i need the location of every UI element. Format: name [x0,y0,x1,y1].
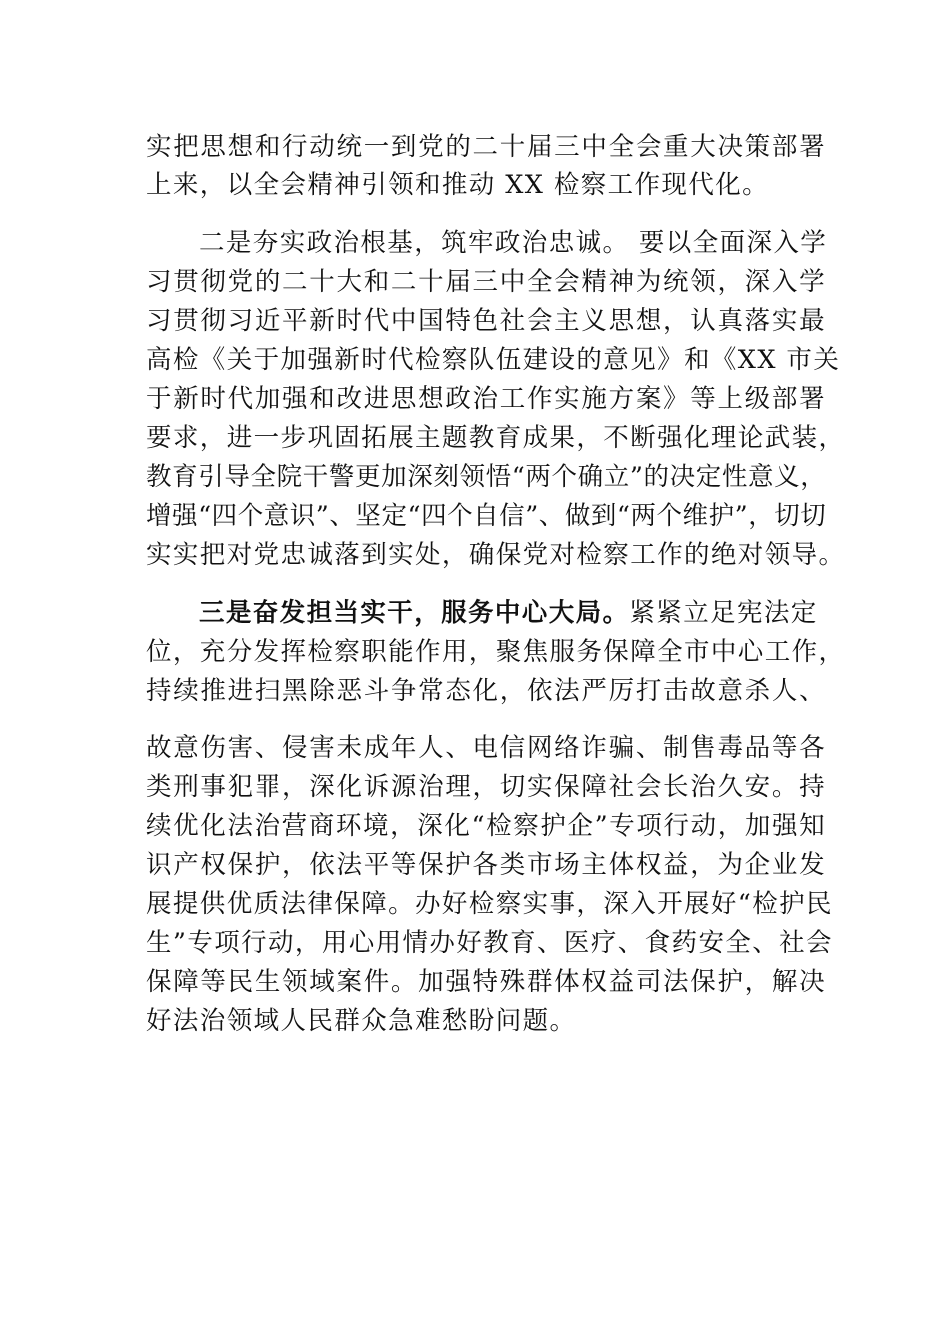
paragraph-3-line-5: 类刑事犯罪，深化诉源治理，切实保障社会长治久安。持 [146,772,826,802]
paragraph-2-line-7: 教育引导全院干警更加深刻领悟“两个确立”的决定性意义， [146,462,826,492]
paragraph-2-line-1 [199,223,826,263]
paragraph-3-heading: 三是奋发担当实干，服务中心大局。 [199,598,630,628]
paragraph-2-line-6: 要求，进一步巩固拓展主题教育成果，不断强化理论武装， [146,423,846,453]
paragraph-3-line-2: 位，充分发挥检察职能作用，聚焦服务保障全市中心工作， [146,637,846,667]
paragraph-2-line-9: 实实把对党忠诚落到实处，确保党对检察工作的绝对领导。 [146,540,846,570]
paragraph-3-line-4: 故意伤害、侵害未成年人、电信网络诈骗、制售毒品等各 [146,733,826,763]
paragraph-2-line-4: 高检《关于加强新时代检察队伍建设的意见》和《XX 市关 [146,345,841,375]
paragraph-2-line-8: 增强“四个意识”、坚定“四个自信”、做到“两个维护”，切切 [146,501,826,531]
paragraph-3-line-11: 好法治领域人民群众急难愁盼问题。 [146,1006,577,1036]
paragraph-3-line-10: 保障等民生领域案件。加强特殊群体权益司法保护，解决 [146,967,826,997]
paragraph-2-line-2: 习贯彻党的二十大和二十届三中全会精神为统领，深入学 [146,267,826,297]
paragraph-3-line-7: 识产权保护，依法平等保护各类市场主体权益，为企业发 [146,850,826,880]
paragraph-3-line-9: 生”专项行动，用心用情办好教育、医疗、食药安全、社会 [146,928,833,958]
paragraph-1-line-2: 上来，以全会精神引领和推动 XX 检察工作现代化。 [146,170,770,200]
paragraph-2-heading: 二是夯实政治根基，筑牢政治忠诚。 [199,228,630,258]
paragraph-1-line-1: 实把思想和行动统一到党的二十届三中全会重大决策部署 [146,132,826,162]
paragraph-2-line-1-rest: 要以全面深入学 [629,228,828,258]
paragraph-2-line-3: 习贯彻习近平新时代中国特色社会主义思想，认真落实最 [146,306,826,336]
paragraph-3-line-3: 持续推进扫黑除恶斗争常态化，依法严厉打击故意杀人、 [146,676,826,706]
paragraph-3-line-6: 续优化法治营商环境，深化“检察护企”专项行动，加强知 [146,811,826,841]
paragraph-3-line-1-rest: 紧紧立足宪法定 [629,598,818,628]
paragraph-3-line-1 [199,593,826,633]
paragraph-2-line-5: 于新时代加强和改进思想政治工作实施方案》等上级部署 [146,384,826,414]
paragraph-3-line-8: 展提供优质法律保障。办好检察实事，深入开展好“检护民 [146,889,833,919]
